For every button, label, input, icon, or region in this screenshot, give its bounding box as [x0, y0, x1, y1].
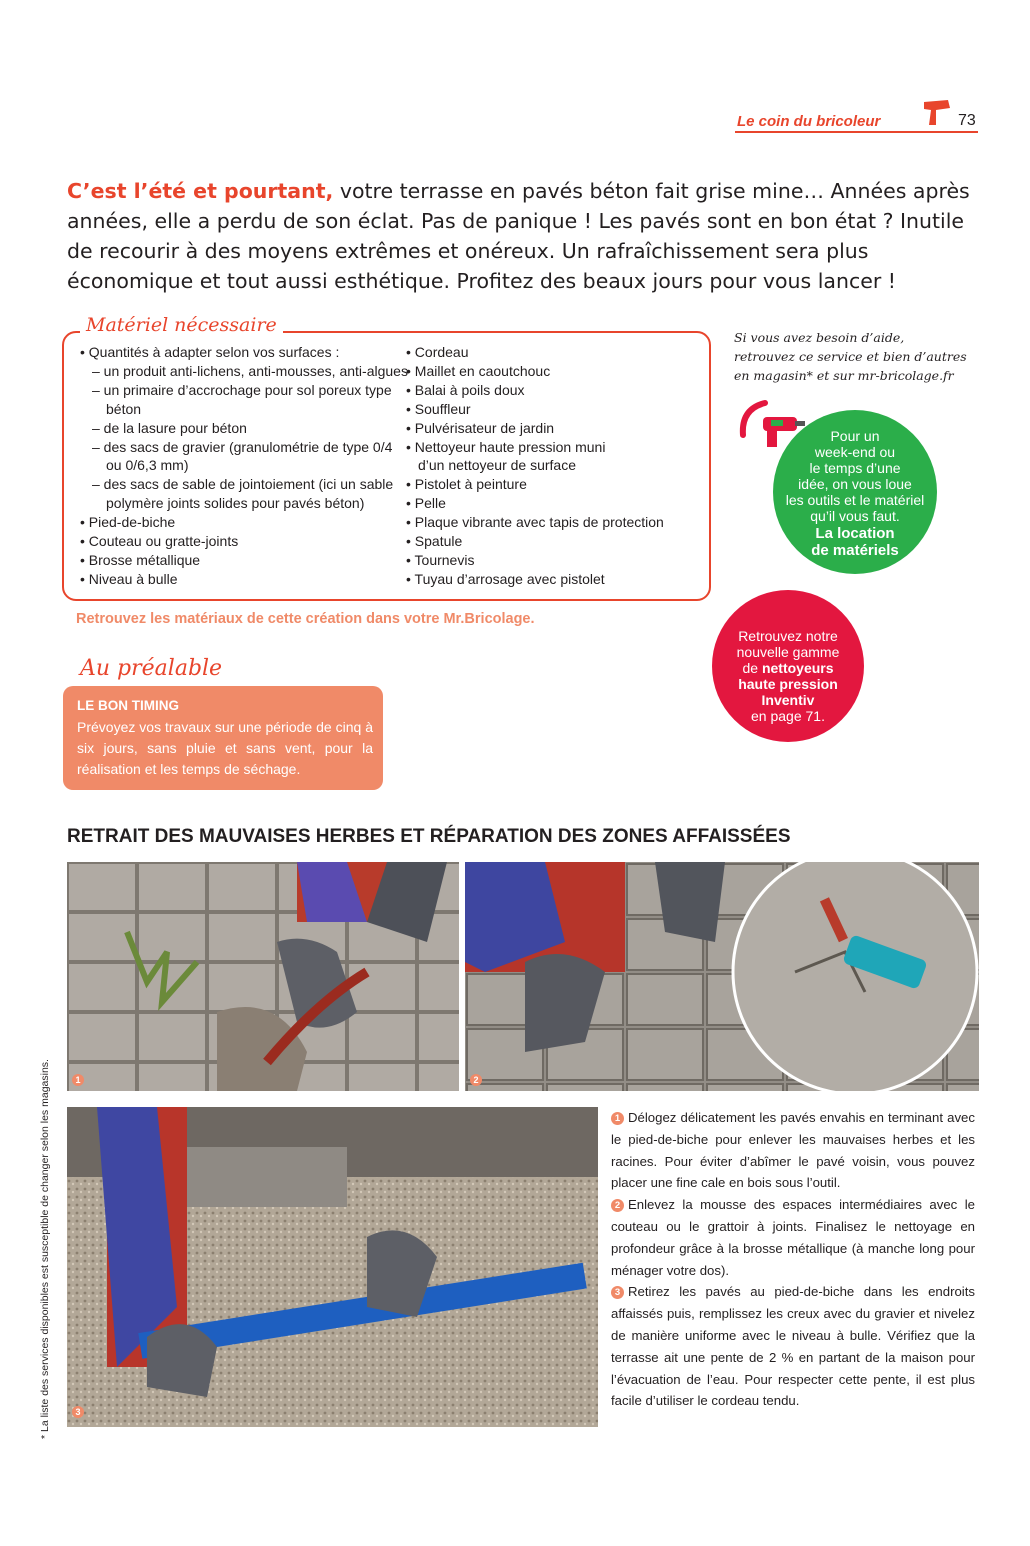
materiel-item: • Cordeau	[406, 344, 469, 360]
materiel-item: • Nettoyeur haute pression muni	[406, 438, 606, 455]
location-badge-line: idée, on vous loue	[798, 476, 912, 492]
location-badge-bold: La location	[815, 525, 895, 542]
timing-box	[63, 686, 383, 790]
materiel-item: – un primaire d’accrochage pour sol poreux type	[92, 381, 392, 398]
materiel-item: béton	[106, 400, 142, 417]
location-badge-line: week-end ou	[814, 444, 896, 460]
nettoyeur-line: en page 71.	[751, 708, 825, 724]
materiel-item: • Pelle	[406, 495, 446, 512]
aide-line: Si vous avez besoin d’aide,	[734, 330, 905, 345]
timing-text: Prévoyez vos travaux sur une période de cinq à six jours, sans pluie et sans vent, pour la réalisation et les temps de séchage.	[77, 719, 373, 777]
materiel-item: • Souffleur	[406, 400, 471, 417]
photo-number-badge: 2	[470, 1074, 482, 1086]
step-number-badge: 2	[611, 1199, 624, 1212]
materiel-item: • Maillet en caoutchouc	[406, 362, 551, 379]
materiel-item: • Quantités à adapter selon vos surfaces :	[80, 344, 340, 360]
materiel-list-left	[80, 343, 408, 589]
page-number: 73	[958, 112, 976, 129]
materiel-item: polymère joints solides pour pavés béton)	[106, 495, 365, 512]
timing-title: LE BON TIMING	[77, 698, 179, 713]
side-footnote	[38, 1059, 52, 1440]
location-badge-bold: de matériels	[811, 542, 899, 559]
location-badge-line: Pour un	[830, 428, 880, 444]
photo-step-1	[67, 862, 459, 1091]
aide-text	[734, 328, 994, 385]
nettoyeur-line-pre: de	[742, 660, 762, 676]
location-badge-line: qu’il vous faut.	[810, 508, 900, 524]
materiel-item: • Pulvérisateur de jardin	[406, 419, 555, 436]
drill-rental-icon	[737, 395, 807, 455]
location-badge-line: les outils et le matériel	[785, 492, 925, 508]
nettoyeur-line-bold: nettoyeurs	[761, 660, 834, 676]
materiel-list-right	[406, 343, 664, 589]
materiel-item: • Couteau ou gratte-joints	[80, 533, 239, 550]
nettoyeur-line-bold: haute pression	[738, 676, 838, 692]
photo-step-3	[67, 1107, 598, 1427]
nettoyeur-line-bold: Inventiv	[761, 692, 815, 708]
nettoyeur-line: Retrouvez notre	[738, 628, 838, 644]
materiel-item: – un produit anti-lichens, anti-mousses, anti-algues	[92, 362, 408, 379]
materiel-item: • Pied-de-biche	[80, 514, 176, 531]
photo-number-badge: 1	[72, 1074, 84, 1086]
materiel-item: • Spatule	[406, 533, 463, 550]
materiel-item: • Balai à poils doux	[406, 381, 525, 398]
location-badge-line: le temps d’une	[809, 460, 901, 476]
materiel-item: d’un nettoyeur de surface	[418, 457, 576, 474]
materiel-item: • Tuyau d’arrosage avec pistolet	[406, 570, 605, 587]
materiel-item: • Tournevis	[406, 551, 475, 568]
nettoyeur-badge	[712, 590, 864, 742]
intro-text: votre terrasse en pavés béton fait grise mine… Années après années, elle a perdu de son éclat. Pas de panique ! Les pavés sont en bon état ? Inutile de recourir à des moyens extrêmes et onéreux. Un rafraîchissement sera plus économique et tout aussi esthétique. Profitez des beaux jours pour vous lancer !	[67, 179, 970, 293]
step-text: Enlevez la mousse des espaces intermédiaires avec le couteau ou le grattoir à joints. Finalisez le nettoyage en profondeur grâce à la brosse métallique (à manche long pour ménager votre dos).	[611, 1197, 975, 1278]
retrouvez-materiaux: Retrouvez les matériaux de cette création dans votre Mr.Bricolage.	[76, 611, 535, 627]
step-number-badge: 1	[611, 1112, 624, 1125]
photo-step-2	[465, 862, 979, 1091]
aide-line: retrouvez ce service et bien d’autres	[734, 349, 967, 364]
step-1	[611, 1107, 975, 1194]
nettoyeur-line: nouvelle gamme	[736, 644, 840, 660]
materiel-item: • Brosse métallique	[80, 551, 201, 568]
materiel-item: • Niveau à bulle	[80, 570, 178, 587]
section-title: RETRAIT DES MAUVAISES HERBES ET RÉPARATION DES ZONES AFFAISSÉES	[67, 826, 791, 847]
materiel-item: – de la lasure pour béton	[92, 419, 247, 436]
intro-paragraph	[67, 176, 987, 296]
drill-icon	[922, 98, 952, 128]
materiel-item: ou 0/6,3 mm)	[106, 457, 189, 474]
materiel-title: Matériel nécessaire	[80, 314, 283, 336]
materiel-item: – des sacs de sable de jointoiement (ici un sable	[92, 476, 394, 493]
step-3	[611, 1281, 975, 1412]
step-text: Délogez délicatement les pavés envahis en terminant avec le pied-de-biche pour enlever les mauvaises herbes et les racines. Pour éviter d’abîmer le pavé voisin, vous pouvez placer une fine cale en bois sous l’outil.	[611, 1110, 975, 1191]
section-header-title: Le coin du bricoleur	[737, 113, 881, 130]
step-number-badge: 3	[611, 1286, 624, 1299]
aide-line: en magasin* et sur mr-bricolage.fr	[734, 368, 954, 383]
intro-lead: C’est l’été et pourtant,	[67, 179, 334, 203]
materiel-item: • Pistolet à peinture	[406, 476, 527, 493]
footnote-text: * La liste des services disponibles est susceptible de changer selon les magasins.	[39, 1059, 51, 1439]
nettoyeur-line	[712, 660, 864, 677]
prealable-title: Au préalable	[80, 656, 223, 681]
photo-number-badge: 3	[72, 1406, 84, 1418]
header-rule	[735, 131, 978, 133]
materiel-item: – des sacs de gravier (granulométrie de type 0/4	[92, 438, 393, 455]
step-2	[611, 1194, 975, 1281]
step-text: Retirez les pavés au pied-de-biche dans les endroits affaissés puis, remplissez les creux avec du gravier et nivelez de manière uniforme avec le niveau à bulle. Vérifiez que la terrasse ait une pente de 2 % en partant de la maison pour l’évacuation de l’eau. Pour respecter cette pente, il est plus facile d’utiliser le cordeau tendu.	[611, 1284, 975, 1409]
materiel-item: • Plaque vibrante avec tapis de protection	[406, 514, 664, 531]
instructions	[611, 1107, 975, 1412]
